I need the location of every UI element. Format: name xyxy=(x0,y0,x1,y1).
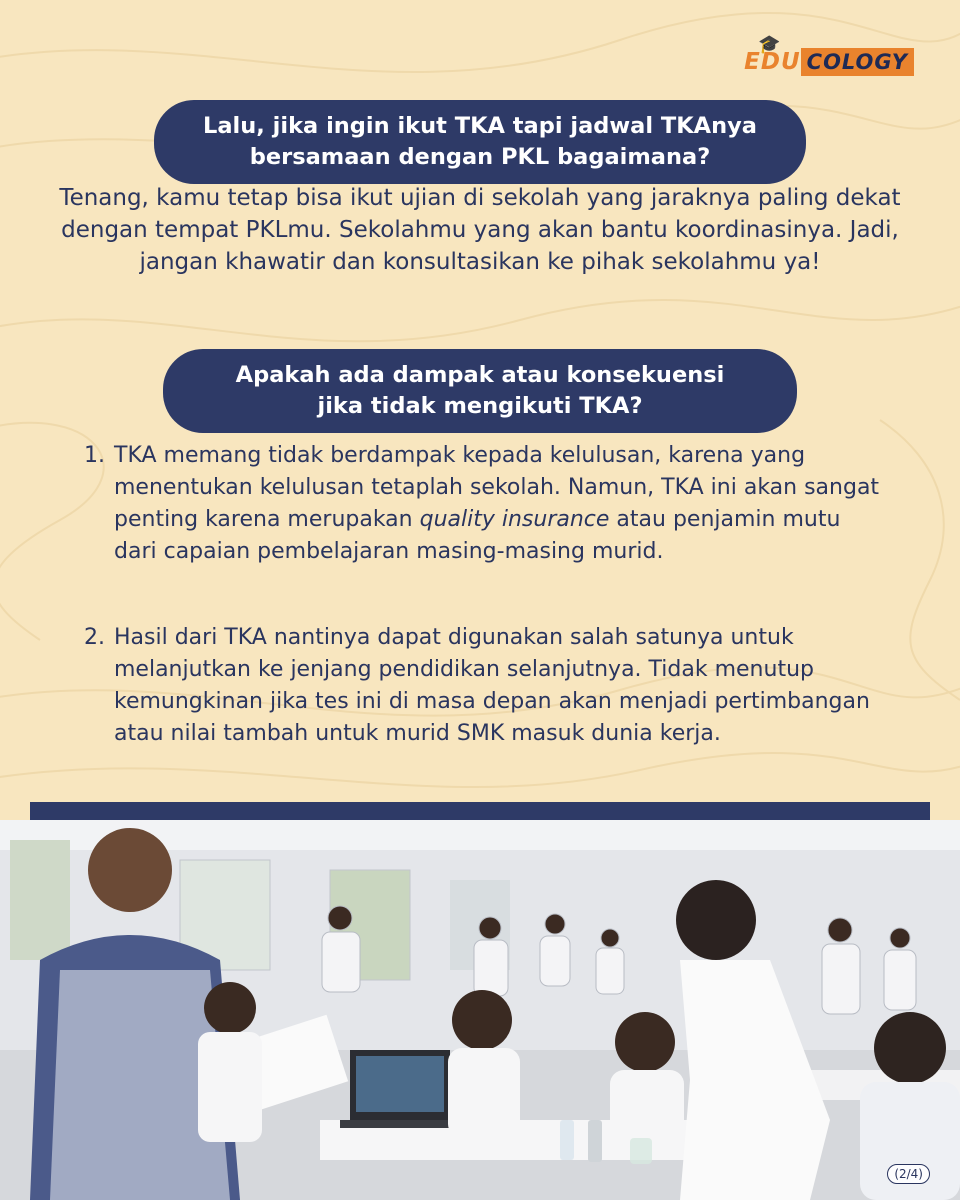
list-text: Hasil dari TKA nantinya dapat digunakan salah satunya untuk melanjutkan ke jenjang pendidikan selanjutnya. Tidak menutup kemungkinan jika tes ini di masa depan akan menjadi pertimbangan atau nilai tambah untuk murid SMK masuk dunia kerja. xyxy=(114,625,870,746)
list-item xyxy=(84,622,884,750)
classroom-photo-illustration xyxy=(0,820,960,1200)
educology-logo xyxy=(744,34,914,76)
list-text xyxy=(114,440,884,568)
page-indicator: (2/4) xyxy=(887,1164,930,1184)
list-item xyxy=(84,440,884,568)
graduation-cap-icon: 🎓 xyxy=(758,34,781,55)
logo-suffix: COLOGY xyxy=(801,48,914,76)
divider-bar xyxy=(30,802,930,820)
list-text-part: atau penjamin mutu dari capaian pembelajaran masing-masing murid. xyxy=(114,507,841,564)
question-heading-consequence: Apakah ada dampak atau konsekuensi jika tidak mengikuti TKA? xyxy=(163,349,797,433)
list-number: 1. xyxy=(84,443,105,468)
question-heading-pkl: Lalu, jika ingin ikut TKA tapi jadwal TKAnya bersamaan dengan PKL bagaimana? xyxy=(154,100,806,184)
classroom-photo xyxy=(0,820,960,1200)
logo-prefix: EDU xyxy=(744,49,801,75)
list-emphasis: quality insurance xyxy=(419,507,610,532)
list-text-part: TKA memang tidak berdampak kepada kelulusan, karena yang menentukan kelulusan tetaplah sekolah. Namun, TKA ini akan sangat penting karena merupakan xyxy=(114,443,880,532)
answer-paragraph-pkl: Tenang, kamu tetap bisa ikut ujian di sekolah yang jaraknya paling dekat dengan tempat PKLmu. Sekolahmu yang akan bantu koordinasinya. Jadi, jangan khawatir dan konsultasikan ke pihak sekolahmu ya! xyxy=(59,185,901,275)
list-number: 2. xyxy=(84,625,105,650)
